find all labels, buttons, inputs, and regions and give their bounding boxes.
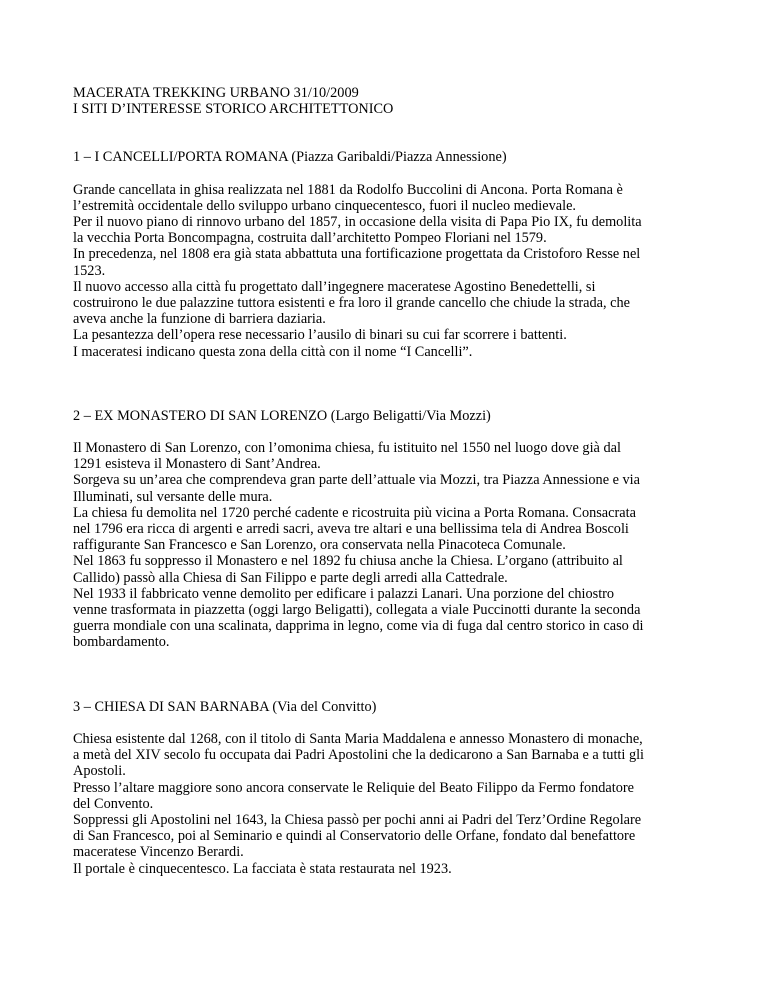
title-line-2: I SITI D’INTERESSE STORICO ARCHITETTONICO <box>73 101 394 118</box>
text-line: Callido) passò alla Chiesa di San Filippo e parte degli arredi alla Cattedrale. <box>73 569 508 586</box>
section-heading: 3 – CHIESA DI SAN BARNABA (Via del Convitto) <box>73 698 377 715</box>
section-body <box>73 182 713 360</box>
text-line: di San Francesco, poi al Seminario e quindi al Conservatorio delle Orfane, fondato dal benefattore <box>73 828 636 845</box>
text-line: Nel 1933 il fabbricato venne demolito per edificare i palazzi Lanari. Una porzione del chiostro <box>73 585 615 602</box>
text-line: bombardamento. <box>73 634 170 651</box>
text-line: Il nuovo accesso alla città fu progettato dall’ingegnere maceratese Agostino Benedettelli, si <box>73 278 596 295</box>
section-body <box>73 731 713 877</box>
text-line: I maceratesi indicano questa zona della città con il nome “I Cancelli”. <box>73 343 473 360</box>
text-line: Il Monastero di San Lorenzo, con l’omonima chiesa, fu istituito nel 1550 nel luogo dove già dal <box>73 440 621 457</box>
document-page <box>73 85 713 877</box>
text-line: costruirono le due palazzine tuttora esistenti e fra loro il grande cancello che chiude la strada, che <box>73 295 630 312</box>
title-line-1: MACERATA TREKKING URBANO 31/10/2009 <box>73 85 359 101</box>
text-line: raffigurante San Francesco e San Lorenzo, ora conservata nella Pinacoteca Comunale. <box>73 537 566 554</box>
text-line: La chiesa fu demolita nel 1720 perché cadente e ricostruita più vicina a Porta Romana. Consacrata <box>73 504 636 521</box>
text-line: nel 1796 era ricca di argenti e arredi sacri, aveva tre altari e una bellissima tela di Andrea Boscoli <box>73 521 629 538</box>
text-line: Per il nuovo piano di rinnovo urbano del 1857, in occasione della visita di Papa Pio IX, fu demolita <box>73 214 642 231</box>
text-line: La pesantezza dell’opera rese necessario l’ausilo di binari su cui far scorrere i battenti. <box>73 327 567 344</box>
text-line: Nel 1863 fu soppresso il Monastero e nel 1892 fu chiusa anche la Chiesa. L’organo (attribuito al <box>73 553 623 570</box>
section-heading: 2 – EX MONASTERO DI SAN LORENZO (Largo Beligatti/Via Mozzi) <box>73 407 491 424</box>
text-line: Illuminati, sul versante delle mura. <box>73 488 273 505</box>
section-heading: 1 – I CANCELLI/PORTA ROMANA (Piazza Garibaldi/Piazza Annessione) <box>73 149 507 166</box>
text-line: aveva anche la funzione di barriera daziaria. <box>73 311 326 328</box>
section-1 <box>73 149 713 359</box>
text-line: venne trasformata in piazzetta (oggi largo Beligatti), collegata a viale Puccinotti durante la seconda <box>73 602 641 619</box>
text-line: Sorgeva su un’area che comprendeva gran parte dell’attuale via Mozzi, tra Piazza Annessione e via <box>73 472 641 489</box>
text-line: Grande cancellata in ghisa realizzata nel 1881 da Rodolfo Buccolini di Ancona. Porta Romana è <box>73 181 623 198</box>
text-line: In precedenza, nel 1808 era già stata abbattuta una fortificazione progettata da Cristoforo Resse nel <box>73 246 641 263</box>
text-line: Soppressi gli Apostolini nel 1643, la Chiesa passò per pochi anni ai Padri del Terz’Ordine Regolare <box>73 811 642 828</box>
text-line: Presso l’altare maggiore sono ancora conservate le Reliquie del Beato Filippo da Fermo fondatore <box>73 779 634 796</box>
section-body <box>73 440 713 651</box>
text-line: Chiesa esistente dal 1268, con il titolo di Santa Maria Maddalena e annesso Monastero di monache, <box>73 730 643 747</box>
text-line: la vecchia Porta Boncompagna, costruita dall’architetto Pompeo Floriani nel 1579. <box>73 230 547 247</box>
text-line: Il portale è cinquecentesco. La facciata è stata restaurata nel 1923. <box>73 860 452 877</box>
document-title <box>73 85 713 117</box>
text-line: 1523. <box>73 262 106 279</box>
text-line: l’estremità occidentale dello sviluppo urbano cinquecentesco, fuori il nucleo medievale. <box>73 197 576 214</box>
section-2 <box>73 408 713 651</box>
text-line: Apostoli. <box>73 763 126 780</box>
text-line: 1291 esisteva il Monastero di Sant’Andrea. <box>73 456 321 473</box>
section-3 <box>73 699 713 877</box>
text-line: guerra mondiale con una scalinata, dapprima in legno, come via di fuga dal centro storico in caso di <box>73 618 644 635</box>
text-line: maceratese Vincenzo Berardi. <box>73 844 244 861</box>
text-line: del Convento. <box>73 795 154 812</box>
text-line: a metà del XIV secolo fu occupata dai Padri Apostolini che la dedicarono a San Barnaba e a tutti gli <box>73 747 645 764</box>
